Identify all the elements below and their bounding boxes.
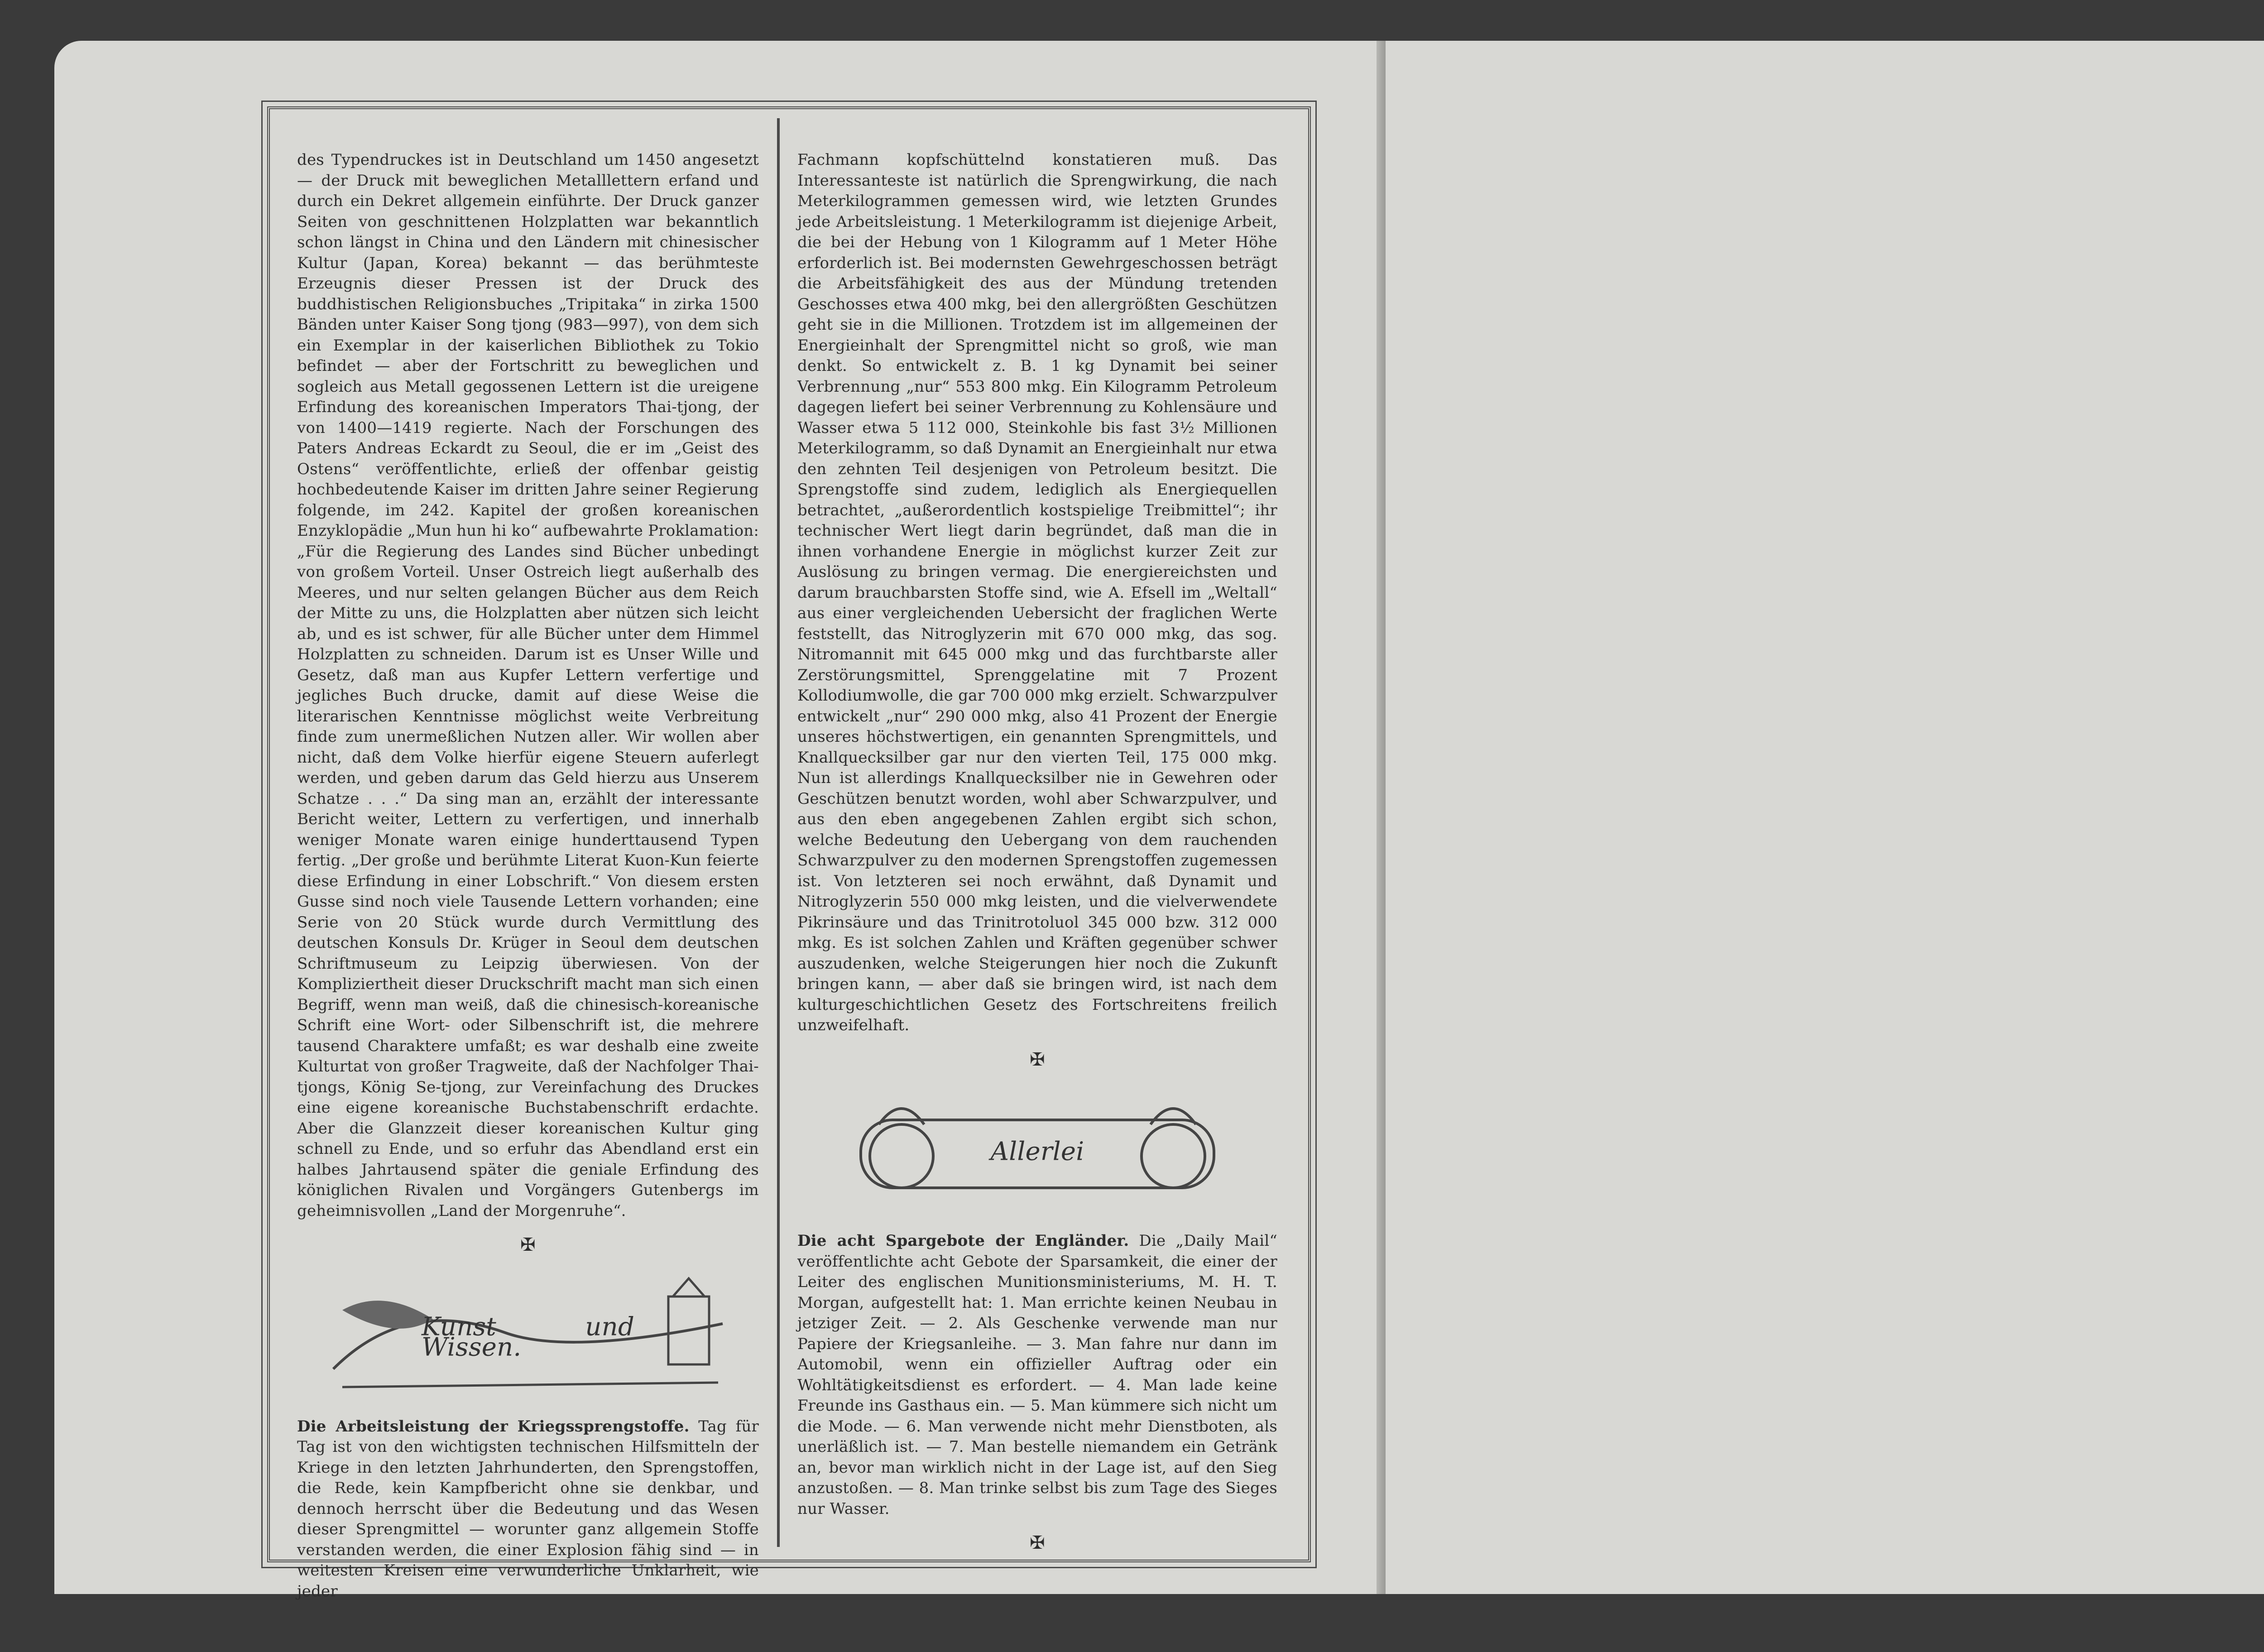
article-text: Die „Daily Mail“ veröffentlichte acht Gebote der Sparsamkeit, die einer der Leiter des englischen Munitionsministeriums, M. H. T. Morgan, aufgestellt hat: 1. Man errichte keinen Neubau in jetziger Zeit. — 2. Als Geschenke verwende man nur Papiere der Kriegsanleihe. — 3. Man fahre nur dann im Automobil, wenn ein offizieller Auftrag oder ein Wohltätigkeitsdienst es erfordert. — 4. Man lade keine Freunde ins Gasthaus ein. — 5. Man kümmere sich nicht um die Mode. — 6. Man verwende nicht mehr Dienstboten, als unerläßlich ist. — 7. Man bestelle niemandem ein Getränk an, bevor man wirklich nicht in der Lage ist, auf den Sieg anzustoßen. — 8. Man trinke selbst bis zum Tage des Sieges nur Wasser. <box>797 1232 1277 1518</box>
left-column-1 <box>297 150 759 1602</box>
ornament-icon: ✠ <box>1030 1049 1045 1070</box>
article-block <box>297 1417 759 1602</box>
article-text: Fachmann kopfschüttelnd konstatieren muß. Das Interessanteste ist natürlich die Sprengwirkung, die nach Meterkilogrammen gemessen wird, wie letzten Grundes jede Arbeitsleistung. 1 Meterkilogramm ist diejenige Arbeit, die bei der Hebung von 1 Kilogramm auf 1 Meter Höhe erforderlich ist. Bei modernsten Gewehrgeschossen beträgt die Arbeitsfähigkeit des aus der Mündung tretenden Geschosses etwa 400 mkg, bei den allergrößten Geschützen geht sie in die Millionen. Trotzdem ist im allgemeinen der Energieinhalt der Sprengmittel nicht so groß, wie man denkt. So entwickelt z. B. 1 kg Dynamit bei seiner Verbrennung „nur“ 553 800 mkg. Ein Kilogramm Petroleum dagegen liefert bei seiner Verbrennung zu Kohlensäure und Wasser etwa 5 112 000, Steinkohle bis fast 3½ Millionen Meterkilogramm, so daß Dynamit an Energieinhalt nur etwa den zehnten Teil desjenigen von Petroleum besitzt. Die Sprengstoffe sind zudem, lediglich als Energiequellen betrachtet, „außerordentlich kostspielige Treibmittel“; ihr technischer Wert liegt darin begründet, daß man die in ihnen vorhandene Energie in möglichst kurzer Zeit zur Auslösung zu bringen vermag. Die energiereichsten und darum brauchbarsten Stoffe sind, wie A. Efsell im „Weltall“ aus einer vergleichenden Uebersicht der fraglichen Werte feststellt, das Nitroglyzerin mit 670 000 mkg, das sog. Nitromannit mit 645 000 mkg und das furchtbarste aller Zerstörungsmittel, Sprenggelatine mit 7 Prozent Kollodiumwolle, die gar 700 000 mkg erzielt. Schwarzpulver entwickelt „nur“ 290 000 mkg, also 41 Prozent der Energie unseres höchstwertigen, ein genannten Sprengmittels, und Knallquecksilber gar nur den vierten Teil, 175 000 mkg. Nun ist allerdings Knallquecksilber nie in Gewehren oder Geschützen benutzt worden, wohl aber Schwarzpulver, und aus den eben angegebenen Zahlen ergibt sich schon, welche Bedeutung den Uebergang von dem rauchenden Schwarzpulver zu den modernen Sprengstoffen zugemessen ist. Von letzteren sei noch erwähnt, daß Dynamit und Nitroglyzerin 550 000 mkg leisten, und die vielverwendete Pikrinsäure und das Trinitrotoluol 345 000 bzw. 312 000 mkg. Es ist solchen Zahlen und Kräften gegenüber schwer auszudenken, welche Steigerungen hier noch die Zukunft bringen kann, — aber daß sie bringen wird, ist nach dem kulturgeschichtlichen Gesetz des Fortschreitens freilich unzweifelhaft. <box>797 151 1277 1034</box>
section-vignette-allerlei <box>825 1084 1250 1220</box>
article-heading: Die Arbeitsleistung der Kriegssprengstoffe. <box>297 1417 690 1436</box>
section-label: Allerlei <box>990 1137 1084 1167</box>
section-vignette-kunst-und-wissen <box>315 1269 741 1405</box>
section-label: Kunst und Wissen. <box>422 1312 634 1362</box>
article-text: des Typendruckes ist in Deutschland um 1450 angesetzt — der Druck mit beweglichen Metalllettern erfand und durch ein Dekret allgemein einführte. Der Druck ganzer Seiten von geschnittenen Holzplatten war bekanntlich schon längst in China und den Ländern mit chinesischer Kultur (Japan, Korea) bekannt — das berühmteste Erzeugnis dieser Pressen ist der Druck des buddhistischen Religionsbuches „Tripitaka“ in zirka 1500 Bänden unter Kaiser Song tjong (983—997), von dem sich ein Exemplar in der kaiserlichen Bibliothek zu Tokio befindet — aber der Fortschritt zu beweglichen und sogleich aus Metall gegossenen Lettern ist die ureigene Erfindung des koreanischen Imperators Thai-tjong, der von 1400—1419 regierte. Nach der Forschungen des Paters Andreas Eckardt zu Seoul, die er im „Geist des Ostens“ veröffentlichte, erließ der offenbar geistig hochbedeutende Kaiser im dritten Jahre seiner Regierung folgende, im 242. Kapitel der großen koreanischen Enzyklopädie „Mun hun hi ko“ aufbewahrte Proklamation: „Für die Regierung des Landes sind Bücher unbedingt von großem Vorteil. Unser Ostreich liegt außerhalb des Meeres, und nur selten gelangen Bücher aus dem Reich der Mitte zu uns, die Holzplatten aber nützen sich leicht ab, und es ist schwer, für alle Bücher unter dem Himmel Holzplatten zu schneiden. Darum ist es Unser Wille und Gesetz, daß man aus Kupfer Lettern verfertige und jegliches Buch drucke, damit auf diese Weise die literarischen Kenntnisse möglichst weite Verbreitung finde zum unermeßlichen Nutzen aller. Wir wollen aber nicht, daß dem Volke hierfür eigene Steuern auferlegt werden, und geben darum das Geld hierzu aus Unserem Schatze . . .“ Da sing man an, erzählt der interessante Bericht weiter, Lettern zu verfertigen, und innerhalb weniger Monate waren einige hunderttausend Typen fertig. „Der große und berühmte Literat Kuon-Kun feierte diese Erfindung in einer Lobschrift.“ Von diesem ersten Gusse sind noch viele Tausende Lettern vorhanden; eine Serie von 20 Stück wurde durch Vermittlung des deutschen Konsuls Dr. Krüger in Seoul dem deutschen Schriftmuseum zu Leipzig überwiesen. Von der Kompliziertheit dieser Druckschrift macht man sich einen Begriff, wenn man weiß, daß die chinesisch-koreanische Schrift eine Wort- oder Silbenschrift ist, die mehrere tausend Charaktere umfaßt; es war deshalb eine zweite Kulturtat von großer Tragweite, daß der Nachfolger Thai-tjongs, König Se-tjong, zur Vereinfachung des Druckes eine eigene koreanische Buchstabenschrift erdachte. Aber die Glanzzeit dieser koreanischen Kultur ging schnell zu Ende, und so erfuhr das Abendland erst ein halbes Jahrtausend später die geniale Erfindung des königlichen Rivalen und Vorgängers Gutenbergs im geheimnisvollen „Land der Morgenruhe“. <box>297 151 759 1220</box>
left-page <box>54 41 1386 1600</box>
article-text: Tag für Tag ist von den wichtigsten technischen Hilfsmitteln der Kriege in den letzten Jahrhunderten, den Sprengstoffen, die Rede, kein Kampfbericht ohne sie denkbar, und dennoch herrscht über die Bedeutung und das Wesen dieser Sprengmittel — worunter ganz allgemein Stoffe verstanden werden, die einer Explosion fähig sind — in weitesten Kreisen eine verwunderliche Unklarheit, wie jeder <box>297 1417 759 1600</box>
ornament-icon: ✠ <box>520 1234 536 1255</box>
left-page-frame <box>267 106 1311 1600</box>
left-column-2 <box>797 150 1277 1567</box>
column-rule <box>777 118 780 1547</box>
article-block <box>797 1231 1277 1519</box>
end-ornament-icon: ✠ <box>1030 1532 1045 1553</box>
article-heading: Die acht Spargebote der Engländer. <box>797 1232 1129 1250</box>
right-page <box>1386 41 2264 1594</box>
